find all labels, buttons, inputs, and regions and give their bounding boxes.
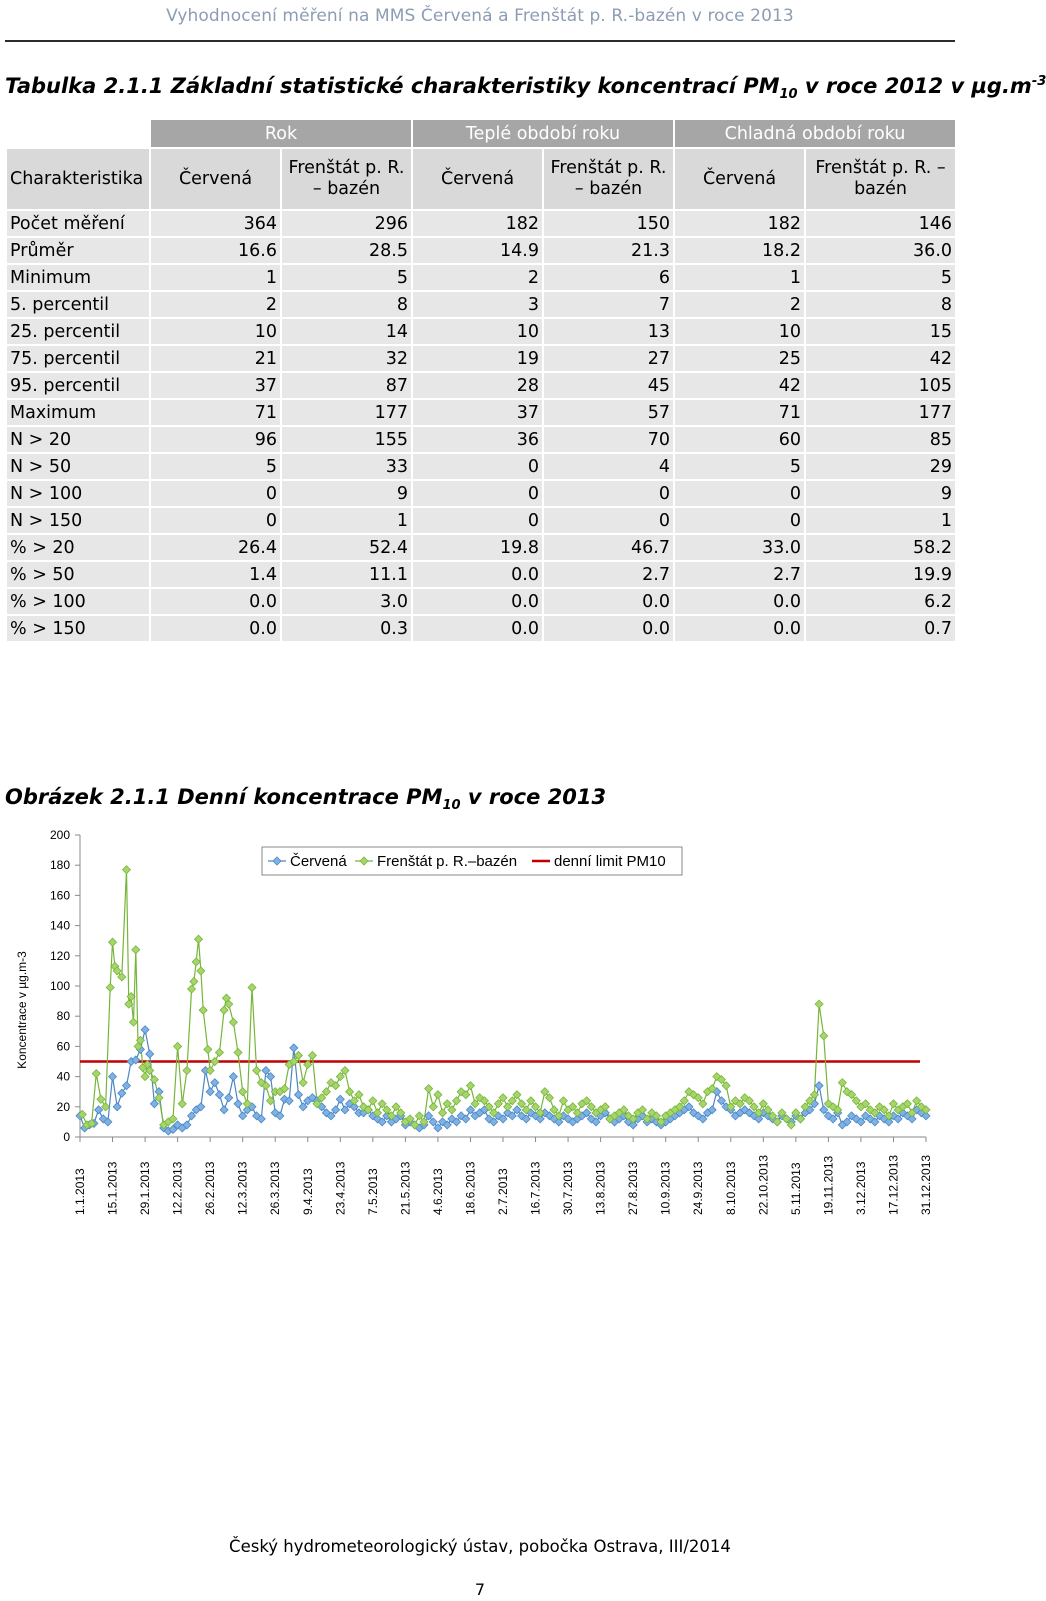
- x-tick-label: 21.5.2013: [398, 1161, 413, 1215]
- y-tick-label: 180: [49, 858, 70, 873]
- table-cell: 14: [281, 318, 412, 345]
- table-cell: 2.7: [543, 561, 674, 588]
- y-tick-label: 160: [49, 888, 70, 903]
- x-tick-label: 23.4.2013: [333, 1161, 348, 1215]
- y-tick-label: 120: [49, 948, 70, 963]
- page-number: 7: [474, 1580, 486, 1599]
- table-cell: 8: [805, 291, 956, 318]
- table-cell: 182: [674, 210, 805, 237]
- y-tick-label: 80: [56, 1009, 70, 1024]
- table-cell: 7: [543, 291, 674, 318]
- table-cell: 42: [674, 372, 805, 399]
- table-row: [6, 345, 956, 372]
- table-cell: 16.6: [150, 237, 281, 264]
- point-cervena: [211, 1079, 219, 1087]
- table-cell: 0.7: [805, 615, 956, 642]
- point-frenstat: [206, 1067, 214, 1075]
- table-cell: 0.0: [150, 588, 281, 615]
- point-frenstat: [299, 1079, 307, 1087]
- point-frenstat: [97, 1095, 105, 1103]
- row-label: % > 150: [6, 615, 150, 642]
- station-header: Červená: [412, 148, 543, 210]
- x-tick-label: 2.7.2013: [496, 1168, 510, 1215]
- row-label: 75. percentil: [6, 345, 150, 372]
- point-frenstat: [109, 938, 117, 946]
- table-cell: 42: [805, 345, 956, 372]
- point-frenstat: [199, 1006, 207, 1014]
- x-tick-label: 9.4.2013: [300, 1168, 315, 1215]
- point-frenstat: [188, 985, 196, 993]
- table-cell: 0.0: [543, 588, 674, 615]
- table-cell: 14.9: [412, 237, 543, 264]
- table-caption-subscript: 10: [779, 87, 798, 103]
- table-cell: 33: [281, 453, 412, 480]
- x-tick-label: 12.3.2013: [235, 1161, 250, 1215]
- table-cell: 105: [805, 372, 956, 399]
- point-cervena: [220, 1106, 228, 1114]
- point-frenstat: [220, 1006, 228, 1014]
- y-tick-label: 200: [49, 828, 70, 842]
- point-frenstat: [92, 1070, 100, 1078]
- table-cell: 37: [412, 399, 543, 426]
- point-frenstat: [195, 935, 203, 943]
- table-cell: 33.0: [674, 534, 805, 561]
- point-cervena: [150, 1100, 158, 1108]
- point-frenstat: [434, 1091, 442, 1099]
- point-frenstat: [211, 1058, 219, 1066]
- table-cell: 18.2: [674, 237, 805, 264]
- table-cell: 29: [805, 453, 956, 480]
- point-cervena: [225, 1094, 233, 1102]
- row-label: N > 150: [6, 507, 150, 534]
- point-cervena: [815, 1082, 823, 1090]
- point-cervena: [118, 1089, 126, 1097]
- point-cervena: [336, 1095, 344, 1103]
- table-cell: 0.0: [674, 615, 805, 642]
- table-row: [6, 264, 956, 291]
- table-cell: 2: [674, 291, 805, 318]
- x-tick-label: 27.8.2013: [626, 1161, 641, 1215]
- table-cell: 27: [543, 345, 674, 372]
- table-row: [6, 210, 956, 237]
- table-cell: 32: [281, 345, 412, 372]
- point-cervena: [141, 1026, 149, 1034]
- x-tick-label: 15.1.2013: [105, 1161, 120, 1215]
- table-cell: 9: [805, 480, 956, 507]
- row-label: Počet měření: [6, 210, 150, 237]
- point-cervena: [146, 1050, 154, 1058]
- table-cell: 2.7: [674, 561, 805, 588]
- table-cell: 0.3: [281, 615, 412, 642]
- point-cervena: [294, 1091, 302, 1099]
- footer-institute: Český hydrometeorologický ústav, pobočka Ostrava, III/2014: [229, 1537, 731, 1556]
- point-frenstat: [439, 1109, 447, 1117]
- table-cell: 19.8: [412, 534, 543, 561]
- x-tick-label: 22.10.2013: [756, 1154, 771, 1215]
- table-cell: 60: [674, 426, 805, 453]
- table-cell: 11.1: [281, 561, 412, 588]
- group-header-cold: Chladná období roku: [674, 119, 956, 148]
- point-frenstat: [197, 967, 205, 975]
- table-cell: 3: [412, 291, 543, 318]
- table-cell: 87: [281, 372, 412, 399]
- table-cell: 0.0: [674, 588, 805, 615]
- table-cell: 1: [150, 264, 281, 291]
- table-cell: 0: [412, 507, 543, 534]
- table-cell: 5: [281, 264, 412, 291]
- table-cell: 85: [805, 426, 956, 453]
- point-cervena: [234, 1100, 242, 1108]
- point-cervena: [206, 1088, 214, 1096]
- x-tick-label: 18.6.2013: [463, 1161, 478, 1215]
- station-header: Červená: [150, 148, 281, 210]
- x-tick-label: 17.12.2013: [886, 1154, 901, 1215]
- table-cell: 0.0: [412, 615, 543, 642]
- group-header-year: Rok: [150, 119, 412, 148]
- point-frenstat: [192, 958, 200, 966]
- table-cell: 58.2: [805, 534, 956, 561]
- table-cell: 28: [412, 372, 543, 399]
- y-axis-label: Koncentrace v µg.m-3: [15, 951, 29, 1069]
- x-tick-label: 26.3.2013: [268, 1161, 283, 1215]
- legend-label: Červená: [290, 853, 347, 870]
- row-label: N > 50: [6, 453, 150, 480]
- y-tick-label: 20: [56, 1099, 70, 1114]
- table-row: [6, 291, 956, 318]
- table-station-header-row: [6, 148, 956, 210]
- table-cell: 146: [805, 210, 956, 237]
- table-cell: 177: [281, 399, 412, 426]
- point-frenstat: [178, 1100, 186, 1108]
- table-cell: 1: [674, 264, 805, 291]
- y-tick-label: 40: [56, 1069, 70, 1084]
- table-row: [6, 561, 956, 588]
- table-cell: 1: [281, 507, 412, 534]
- point-cervena: [229, 1073, 237, 1081]
- table-cell: 5: [674, 453, 805, 480]
- table-row: [6, 480, 956, 507]
- characteristic-header: Charakteristika: [6, 148, 150, 210]
- table-cell: 19.9: [805, 561, 956, 588]
- table-cell: 71: [674, 399, 805, 426]
- point-frenstat: [369, 1097, 377, 1105]
- table-cell: 25: [674, 345, 805, 372]
- point-frenstat: [248, 984, 256, 992]
- table-cell: 36.0: [805, 237, 956, 264]
- table-cell: 0: [674, 507, 805, 534]
- x-tick-label: 29.1.2013: [138, 1161, 153, 1215]
- table-cell: 5: [150, 453, 281, 480]
- x-tick-label: 16.7.2013: [528, 1161, 543, 1215]
- table-cell: 5: [805, 264, 956, 291]
- table-cell: 0: [412, 480, 543, 507]
- page-header-title: Vyhodnocení měření na MMS Červená a Frenštát p. R.-bazén v roce 2013: [166, 6, 794, 26]
- station-header: Červená: [674, 148, 805, 210]
- x-tick-label: 1.1.2013: [73, 1168, 87, 1215]
- table-cell: 0: [150, 480, 281, 507]
- table-cell: 155: [281, 426, 412, 453]
- table-row: [6, 453, 956, 480]
- y-tick-label: 0: [63, 1130, 70, 1144]
- x-tick-label: 30.7.2013: [561, 1161, 576, 1215]
- pm10-daily-chart: [0, 828, 960, 1235]
- table-cell: 9: [281, 480, 412, 507]
- x-tick-label: 10.9.2013: [658, 1161, 673, 1215]
- table-cell: 3.0: [281, 588, 412, 615]
- table-cell: 10: [674, 318, 805, 345]
- point-frenstat: [183, 1067, 191, 1075]
- table-cell: 1: [805, 507, 956, 534]
- point-frenstat: [429, 1103, 437, 1111]
- point-frenstat: [215, 1048, 223, 1056]
- point-frenstat: [129, 1018, 137, 1026]
- x-tick-label: 7.5.2013: [365, 1168, 380, 1215]
- table-cell: 1.4: [150, 561, 281, 588]
- station-header: Frenštát p. R. – bazén: [281, 148, 412, 210]
- x-tick-label: 19.11.2013: [821, 1155, 836, 1215]
- table-cell: 28.5: [281, 237, 412, 264]
- table-caption-text: Tabulka 2.1.1 Základní statistické charakteristiky koncentrací PM: [5, 74, 780, 98]
- point-frenstat: [425, 1085, 433, 1093]
- row-label: N > 20: [6, 426, 150, 453]
- point-frenstat: [308, 1051, 316, 1059]
- table-row: [6, 615, 956, 642]
- x-tick-label: 26.2.2013: [203, 1161, 218, 1215]
- table-cell: 13: [543, 318, 674, 345]
- table-row: [6, 507, 956, 534]
- table-cell: 70: [543, 426, 674, 453]
- point-frenstat: [239, 1088, 247, 1096]
- table-cell: 0.0: [543, 615, 674, 642]
- table-cell: 71: [150, 399, 281, 426]
- point-cervena: [122, 1082, 130, 1090]
- table-cell: 0: [150, 507, 281, 534]
- point-frenstat: [453, 1097, 461, 1105]
- figure-caption-text: Obrázek 2.1.1 Denní koncentrace PM: [5, 785, 443, 809]
- table-cell: 15: [805, 318, 956, 345]
- table-cell: 2: [412, 264, 543, 291]
- y-tick-label: 140: [49, 918, 70, 933]
- point-cervena: [109, 1073, 117, 1081]
- row-label: % > 50: [6, 561, 150, 588]
- point-frenstat: [820, 1032, 828, 1040]
- table-row: [6, 318, 956, 345]
- statistics-table: [5, 118, 957, 643]
- point-cervena: [113, 1103, 121, 1111]
- table-row: [6, 534, 956, 561]
- row-label: Minimum: [6, 264, 150, 291]
- table-cell: 177: [805, 399, 956, 426]
- y-tick-label: 60: [56, 1039, 70, 1054]
- table-cell: 6: [543, 264, 674, 291]
- point-frenstat: [204, 1045, 212, 1053]
- figure-caption-subscript: 10: [442, 798, 461, 814]
- x-tick-label: 31.12.2013: [919, 1154, 933, 1215]
- row-label: Průměr: [6, 237, 150, 264]
- table-cell: 0: [674, 480, 805, 507]
- table-row: [6, 372, 956, 399]
- table-caption: [5, 74, 1046, 102]
- table-cell: 19: [412, 345, 543, 372]
- row-label: N > 100: [6, 480, 150, 507]
- table-cell: 57: [543, 399, 674, 426]
- table-cell: 296: [281, 210, 412, 237]
- group-header-warm: Teplé období roku: [412, 119, 674, 148]
- table-cell: 46.7: [543, 534, 674, 561]
- row-label: 25. percentil: [6, 318, 150, 345]
- table-row: [6, 588, 956, 615]
- point-frenstat: [559, 1097, 567, 1105]
- table-cell: 8: [281, 291, 412, 318]
- table-cell: 26.4: [150, 534, 281, 561]
- table-cell: 0.0: [412, 561, 543, 588]
- table-cell: 0.0: [412, 588, 543, 615]
- row-label: 95. percentil: [6, 372, 150, 399]
- table-cell: 36: [412, 426, 543, 453]
- table-caption-unit: v roce 2012 v µg.m: [797, 74, 1032, 98]
- point-frenstat: [122, 866, 130, 874]
- table-cell: 21.3: [543, 237, 674, 264]
- station-header: Frenštát p. R. – bazén: [543, 148, 674, 210]
- figure-caption: [5, 785, 606, 813]
- table-cell: 52.4: [281, 534, 412, 561]
- point-frenstat: [190, 977, 198, 985]
- point-frenstat: [346, 1088, 354, 1096]
- point-cervena: [290, 1044, 298, 1052]
- point-frenstat: [466, 1082, 474, 1090]
- table-corner: [6, 119, 150, 148]
- point-frenstat: [141, 1073, 149, 1081]
- legend-label: Frenštát p. R.–bazén: [377, 853, 518, 870]
- x-tick-label: 12.2.2013: [170, 1161, 185, 1215]
- table-cell: 96: [150, 426, 281, 453]
- x-tick-label: 4.6.2013: [430, 1168, 445, 1215]
- legend-label: denní limit PM10: [554, 853, 666, 870]
- table-cell: 182: [412, 210, 543, 237]
- row-label: 5. percentil: [6, 291, 150, 318]
- x-tick-label: 24.9.2013: [691, 1161, 706, 1215]
- table-cell: 0.0: [150, 615, 281, 642]
- table-row: [6, 426, 956, 453]
- row-label: % > 100: [6, 588, 150, 615]
- table-cell: 0: [543, 507, 674, 534]
- point-frenstat: [838, 1079, 846, 1087]
- point-frenstat: [174, 1042, 182, 1050]
- table-caption-superscript: -3: [1031, 74, 1046, 89]
- table-cell: 37: [150, 372, 281, 399]
- y-tick-label: 100: [49, 979, 70, 993]
- row-label: % > 20: [6, 534, 150, 561]
- x-tick-label: 5.11.2013: [788, 1162, 803, 1215]
- table-row: [6, 237, 956, 264]
- figure-caption-suffix: v roce 2013: [460, 785, 607, 809]
- table-cell: 150: [543, 210, 674, 237]
- point-cervena: [215, 1091, 223, 1099]
- table-cell: 4: [543, 453, 674, 480]
- point-frenstat: [253, 1067, 261, 1075]
- table-row: [6, 399, 956, 426]
- x-tick-label: 13.8.2013: [593, 1161, 608, 1215]
- header-divider: [5, 40, 955, 42]
- table-cell: 6.2: [805, 588, 956, 615]
- table-cell: 10: [412, 318, 543, 345]
- table-cell: 0: [543, 480, 674, 507]
- point-frenstat: [106, 984, 114, 992]
- row-label: Maximum: [6, 399, 150, 426]
- table-cell: 45: [543, 372, 674, 399]
- station-header: Frenštát p. R. – bazén: [805, 148, 956, 210]
- point-frenstat: [234, 1048, 242, 1056]
- table-cell: 364: [150, 210, 281, 237]
- table-cell: 10: [150, 318, 281, 345]
- table-cell: 21: [150, 345, 281, 372]
- table-cell: 0: [412, 453, 543, 480]
- table-cell: 2: [150, 291, 281, 318]
- x-tick-label: 3.12.2013: [853, 1161, 868, 1215]
- point-frenstat: [815, 1000, 823, 1008]
- table-group-header-row: [6, 119, 956, 148]
- x-tick-label: 8.10.2013: [723, 1161, 738, 1215]
- point-frenstat: [132, 946, 140, 954]
- point-frenstat: [229, 1018, 237, 1026]
